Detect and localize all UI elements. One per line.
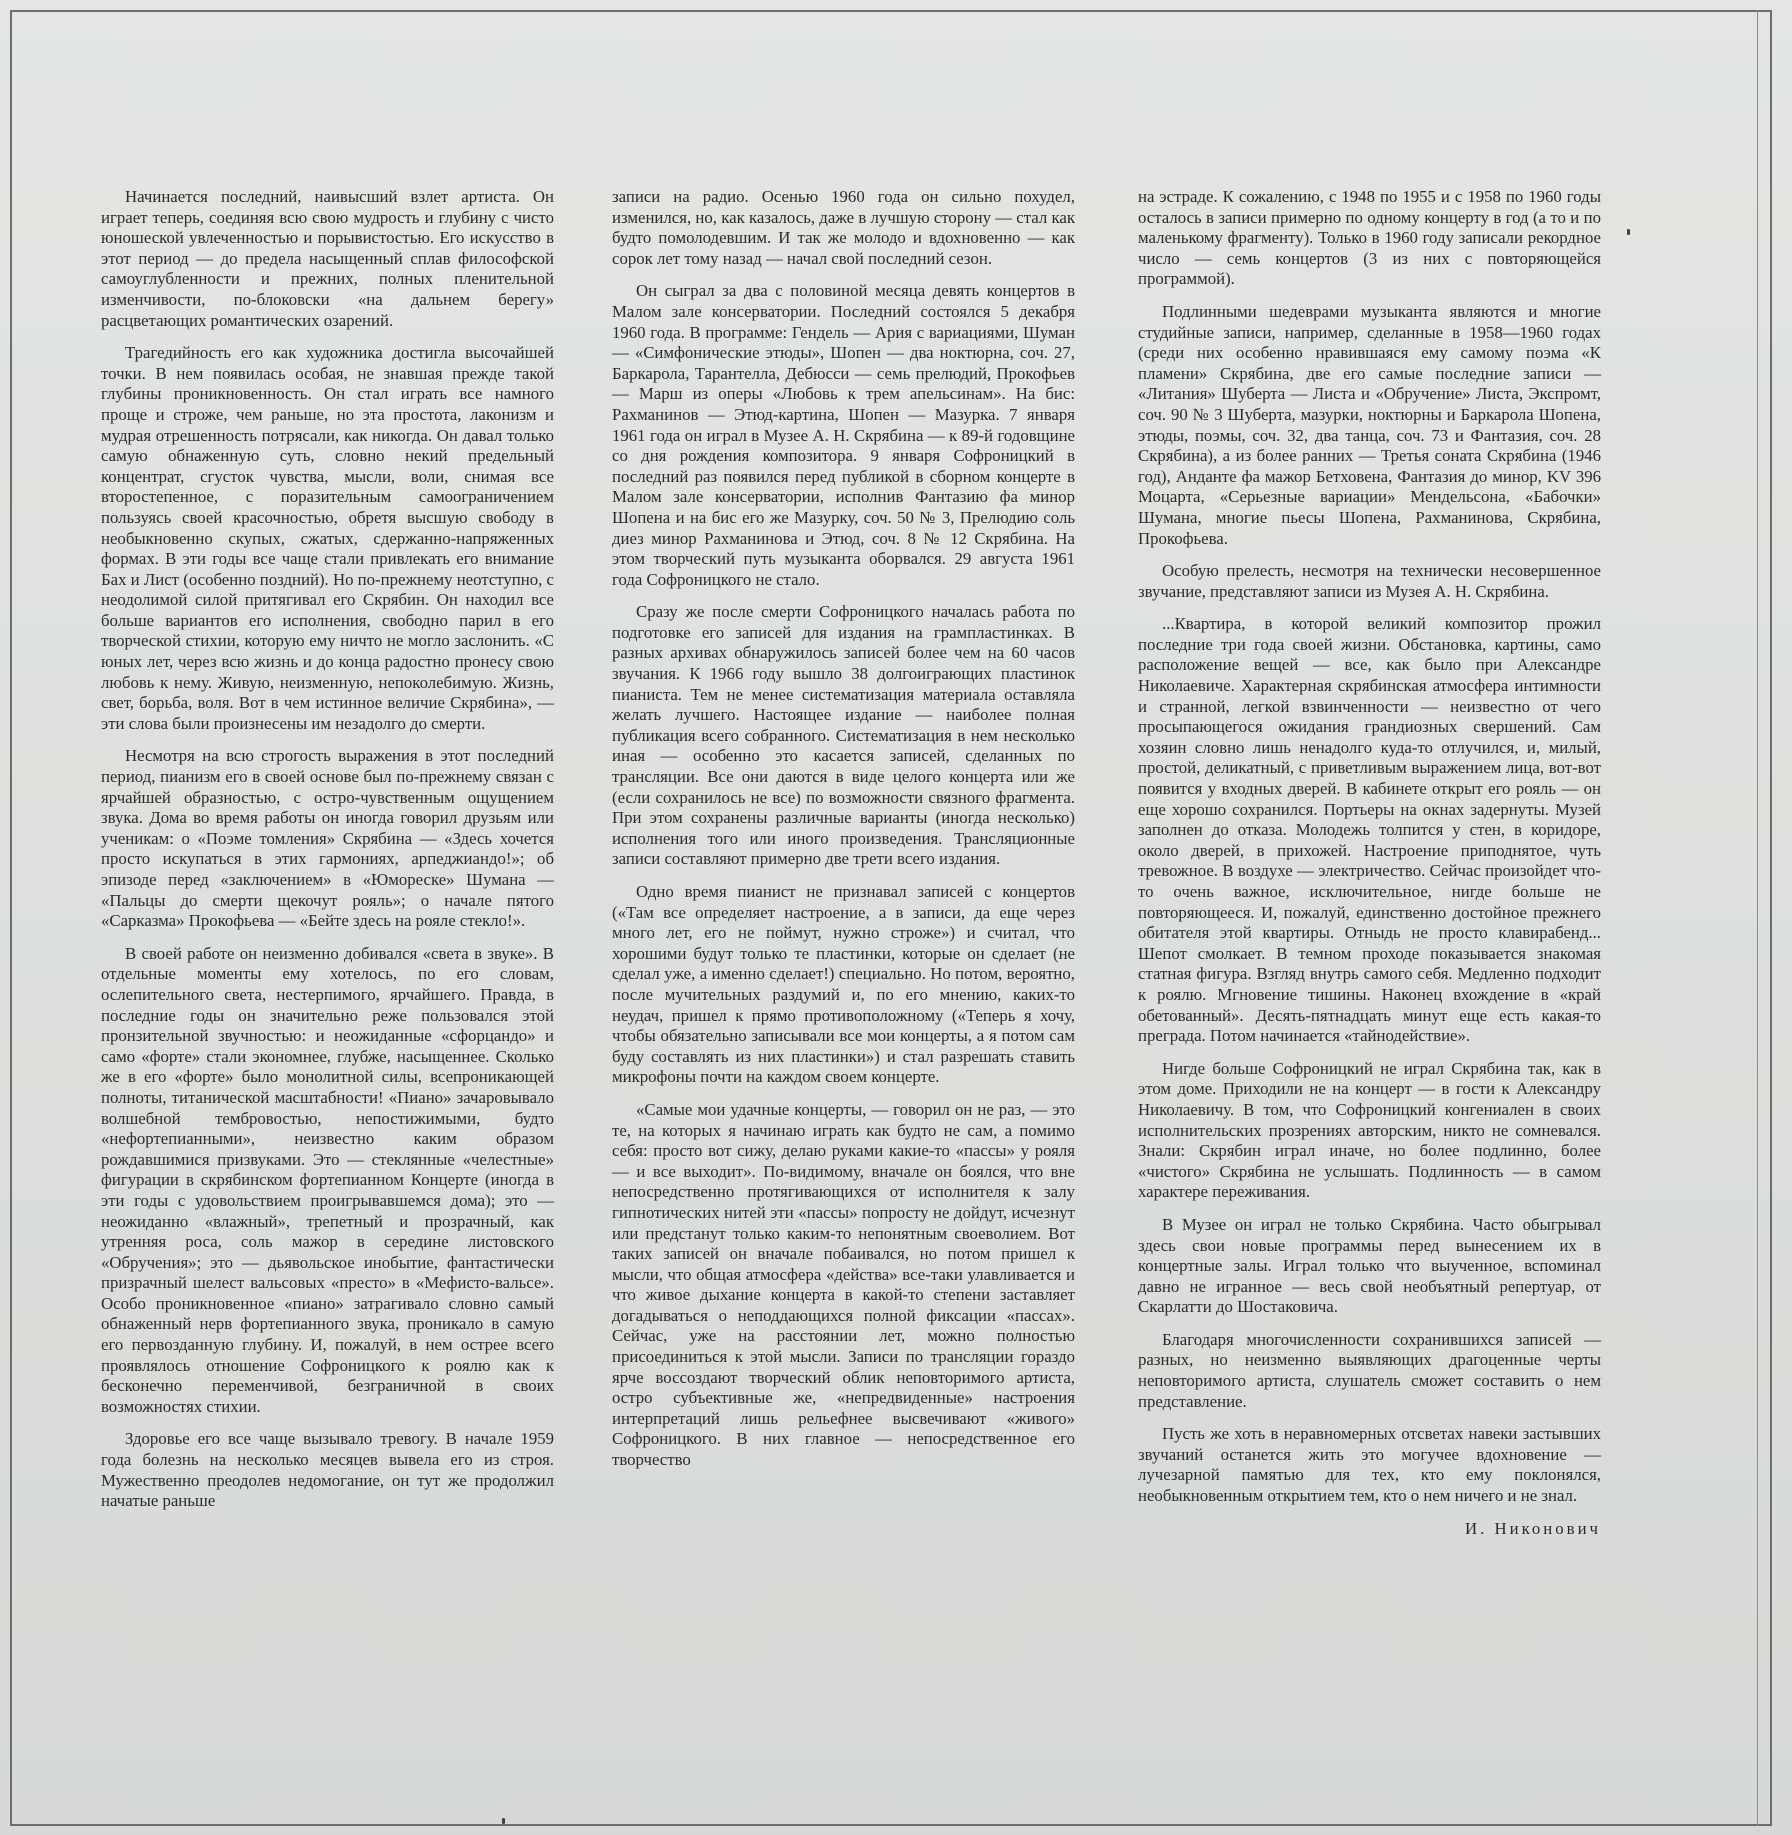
paragraph: Начинается последний, наивысший взлет артиста. Он играет теперь, соединяя всю свою мудрость и глубину с чисто юношеской увлеченностью и порывистостью. Его искусство в этот период — до предела насыщенный сплав философской самоуглубленности и прежних, полных пленительной изменчивости, по-блоковски «на дальнем берегу» расцветающих романтических озарений.	[101, 187, 554, 330]
paragraph: Несмотря на всю строгость выражения в этот последний период, пианизм его в своей основе был по-прежнему связан с ярчайшей образностью, с остро-чувственным ощущением звука. Дома во время работы он иногда говорил друзьям или ученикам: о «Поэме томления» Скрябина — «Здесь хочется просто искупаться в этих гармониях, арпеджиандо!»; об эпизоде перед «заключением» в «Юмореске» Шумана — «Пальцы до смерти щекочут рояль»; о начале пятого «Сарказма» Прокофьева — «Бейте здесь на рояле стекло!».	[101, 746, 554, 931]
paragraph: Нигде больше Софроницкий не играл Скрябина так, как в этом доме. Приходили не на концерт — в гости к Александру Николаевичу. В том, что Софроницкий конгениален в своих исполнительских прозрениях авторским, никто не сомневался. Знали: Скрябин играл иначе, но более подлинно, более «чистого» Скрябина не услышать. Подлинность — в самом характере переживания.	[1138, 1058, 1601, 1202]
paragraph: на эстраде. К сожалению, с 1948 по 1955 и с 1958 по 1960 годы осталось в записи примерно по одному концерту в год (а то и по маленькому фрагменту). Только в 1960 году записали рекордное число — семь концертов (3 из них с повторяющейся программой).	[1138, 187, 1601, 289]
paragraph: Пусть же хоть в неравномерных отсветах навеки застывших звучаний останется жить это могучее вдохновение — лучезарной памятью для тех, кто ему поклонялся, необыкновенным открытием тем, кто о нем ничего и не знал.	[1138, 1424, 1601, 1506]
right-rule	[1757, 10, 1758, 1826]
paragraph: Одно время пианист не признавал записей с концертов («Там все определяет настроение, а в записи, да еще через много лет, его не поймут, нужно строже») и считал, что хорошими будут только те пластинки, которые он сделает (не сделал уже, а именно сделает!) специально. Но потом, вероятно, после мучительных раздумий и, по его мнению, каких-то неудач, пришел к прямо противоположному («Теперь я хочу, чтобы обязательно записывали все мои концерты, а я потом сам буду составлять из них пластинки») и стал разрешать ставить микрофоны почти на каждом своем концерте.	[612, 882, 1075, 1087]
paragraph: В Музее он играл не только Скрябина. Часто обыгрывал здесь свои новые программы перед вынесением их в концертные залы. Играл только что выученное, вспоминал давно не игранное — весь свой необъятный репертуар, от Скарлатти до Шостаковича.	[1138, 1214, 1601, 1317]
paragraph: Трагедийность его как художника достигла высочайшей точки. В нем появилась особая, не знавшая прежде такой глубины проникновенность. Он стал играть все намного проще и строже, чем раньше, но эта простота, лаконизм и мудрая отрешенность потрясали, как никогда. Он давал только самую обнаженную суть, словно некий предельный концентрат, сгусток чувства, мысли, воли, снимая все второстепенное, с поразительным самоограничением пользуясь своей красочностью, обретя высшую свободу в необыкновенно скупых, сжатых, сдержанно-напряженных формах. В эти годы все чаще стали привлекать его внимание Бах и Лист (особенно поздний). Но по-прежнему неотступно, с неодолимой силой притягивал его Скрябин. Он находил все больше вариантов его исполнения, свободно парил в его творческой стихии, которую ему ничто не могло заслонить. «С юных лет, через всю жизнь и до конца радостно пронесу свою любовь к нему. Живую, неизменную, непоколебимую. Жизнь, свет, борьба, воля. Вот в чем истинное величие Скрябина», — эти слова были произнесены им незадолго до смерти.	[101, 343, 554, 733]
paragraph: ...Квартира, в которой великий композитор прожил последние три года своей жизни. Обстановка, картины, само расположение вещей — все, как было при Александре Николаевиче. Характерная скрябинская атмосфера интимности и странной, легкой взвинченности — неизвестно от чего просыпающегося ожидания грандиозных свершений. Сам хозяин словно лишь ненадолго куда-то отлучился, и, милый, простой, деликатный, с приветливым выражением лица, вот-вот появится у входных дверей. В кабинете открыт его рояль — он еще хорошо сохранился. Портьеры на окнах задернуты. Музей заполнен до отказа. Молодежь толпится у стен, в коридоре, около дверей, в прихожей. Настроение приподнятое, чуть тревожное. В воздухе — электричество. Сейчас произойдет что-то очень важное, исключительное, нигде больше не повторяющееся. И, пожалуй, единственно достойное прежнего обитателя этой квартиры. Отныдь не просто клавирабенд... Шепот смолкает. В темном проходе показывается знакомая статная фигура. Взгляд внутрь самого себя. Медленно подходит к роялю. Мгновение тишины. Наконец вхождение в «край обетованный». Десять-пятнадцать минут еще есть какая-то преграда. Потом начинается «тайнодействие».	[1138, 614, 1601, 1046]
paragraph: Благодаря многочисленности сохранившихся записей — разных, но неизменно выявляющих драгоценные черты неповторимого артиста, слушатель сможет составить о нем представление.	[1138, 1329, 1601, 1411]
paragraph: В своей работе он неизменно добивался «света в звуке». В отдельные моменты ему хотелось, по его словам, ослепительного света, нестерпимого, ярчайшего. Правда, в последние годы он значительно реже пользовался этой пронзительной звучностью: и неожиданные «сфорцандо» и само «форте» стали экономнее, глубже, насыщеннее. Сколько же в его «форте» было монолитной силы, всепроникающей полноты, титанической масштабности! «Пиано» зачаровывало волшебной тембровостью, непостижимыми, будто «нефортепианными», неизвестно каким образом рождавшимися призвуками. Это — стеклянные «челестные» фигурации в скрябинском фортепианном Концерте (иногда в эти годы с удовольствием проигрывавшемся дома); это — неожиданно «влажный», трепетный и прозрачный, как утренняя роса, соль мажор в середине листовского «Обручения»; это — дьявольское инобытие, фантастически призрачный шелест вальсовых «престо» в «Мефисто-вальсе». Особо проникновенное «пиано» затрагивало словно самый обнаженный нерв фортепианного звука, проникало в самую его первозданную глубину. И, пожалуй, в нем острее всего проявлялось отношение Софроницкого к роялю как к бесконечно переменчивой, безграничной в своих возможностях стихии.	[101, 943, 554, 1416]
print-speck	[1627, 229, 1630, 235]
column-1	[101, 187, 554, 1524]
paragraph: Он сыграл за два с половиной месяца девять концертов в Малом зале консерватории. Последний состоялся 5 декабря 1960 года. В программе: Гендель — Ария с вариациями, Шуман — «Симфонические этюды», Шопен — два ноктюрна, соч. 27, Баркарола, Тарантелла, Дебюсси — семь прелюдий, Прокофьев — Марш из оперы «Любовь к трем апельсинам». На бис: Рахманинов — Этюд-картина, Шопен — Мазурка. 7 января 1961 года он играл в Музее А. Н. Скрябина — к 89-й годовщине со дня рождения композитора. 9 января Софроницкий в последний раз появился перед публикой в сборном концерте в Малом зале консерватории, исполнив Фантазию фа минор Шопена и на бис его же Мазурку, соч. 50 № 3, Прелюдию соль диез минор Рахманинова и Этюд, соч. 8 № 12 Скрябина. На этом творческий путь музыканта оборвался. 29 августа 1961 года Софроницкого не стало.	[612, 281, 1075, 589]
paragraph: «Самые мои удачные концерты, — говорил он не раз, — это те, на которых я начинаю играть как будто не сам, а помимо себя: просто вот сижу, делаю руками какие-то «пассы» у рояля — и все выходит». По-видимому, вначале он боялся, что вне непосредственно протягивающихся от исполнителя к залу гипнотических нитей эти «пассы» попросту не дойдут, исчезнут или предстанут только каким-то непонятным своеволием. Вот таких записей он вначале побаивался, но потом пришел к мысли, что общая атмосфера «действа» все-таки улавливается и что живое дыхание концерта в какой-то степени заставляет догадываться о неподдающихся полной фиксации «пассах». Сейчас, уже на расстоянии лет, можно полностью присоединиться к этой мысли. Записи по трансляции гораздо ярче воссоздают творческий облик неповторимого артиста, остро субъективные же, «непредвиденные» настроения интерпретаций лишь рельефнее высвечивают «живого» Софроницкого. В них главное — непосредственное его творчество	[612, 1099, 1075, 1470]
paragraph: Здоровье его все чаще вызывало тревогу. В начале 1959 года болезнь на несколько месяцев вывела его из строя. Мужественно преодолев недомогание, он тут же продолжил начатые раньше	[101, 1429, 554, 1511]
paragraph: Сразу же после смерти Софроницкого началась работа по подготовке его записей для издания на грампластинках. В разных архивах обнаружилось записей более чем на 60 часов звучания. К 1966 году вышло 38 долгоиграющих пластинок пианиста. Тем не менее систематизация материала оставляла желать лучшего. Настоящее издание — наиболее полная публикация всего собранного. Систематизация в нем несколько иная — особенно это касается записей, сделанных по трансляции. Все они даются в виде целого концерта или же (если сохранилось не все) по возможности связного фрагмента. При этом сохранены различные варианты (иногда несколько) исполнения того или иного произведения. Трансляционные записи составляют примерно две трети всего издания.	[612, 602, 1075, 869]
column-3	[1138, 187, 1601, 1551]
paragraph: Особую прелесть, несмотря на технически несовершенное звучание, представляют записи из Музея А. Н. Скрябина.	[1138, 561, 1601, 601]
author-signature: И. Никонович	[1464, 1518, 1601, 1538]
column-2	[612, 187, 1075, 1483]
paragraph: записи на радио. Осенью 1960 года он сильно похудел, изменился, но, как казалось, даже в лучшую сторону — стал как будто помолодевшим. И так же молодо и вдохновенно — как сорок лет тому назад — начал свой последний сезон.	[612, 187, 1075, 268]
print-speck	[502, 1818, 505, 1824]
paragraph: Подлинными шедеврами музыканта являются и многие студийные записи, например, сделанные в 1958—1960 годах (среди них особенно нравившаяся ему самому поэма «К пламени» Скрябина, две его самые последние записи — «Литания» Шуберта — Листа и «Обручение» Листа, Экспромт, соч. 90 № 3 Шуберта, мазурки, ноктюрны и Баркарола Шопена, этюды, поэмы, соч. 32, два танца, соч. 73 и Фантазия, соч. 28 Скрябина), а из более ранних — Третья соната Скрябина (1946 год), Анданте фа мажор Бетховена, Фантазия до минор, KV 396 Моцарта, «Серьезные вариации» Мендельсона, «Бабочки» Шумана, многие пьесы Шопена, Рахманинова, Скрябина, Прокофьева.	[1138, 301, 1601, 548]
